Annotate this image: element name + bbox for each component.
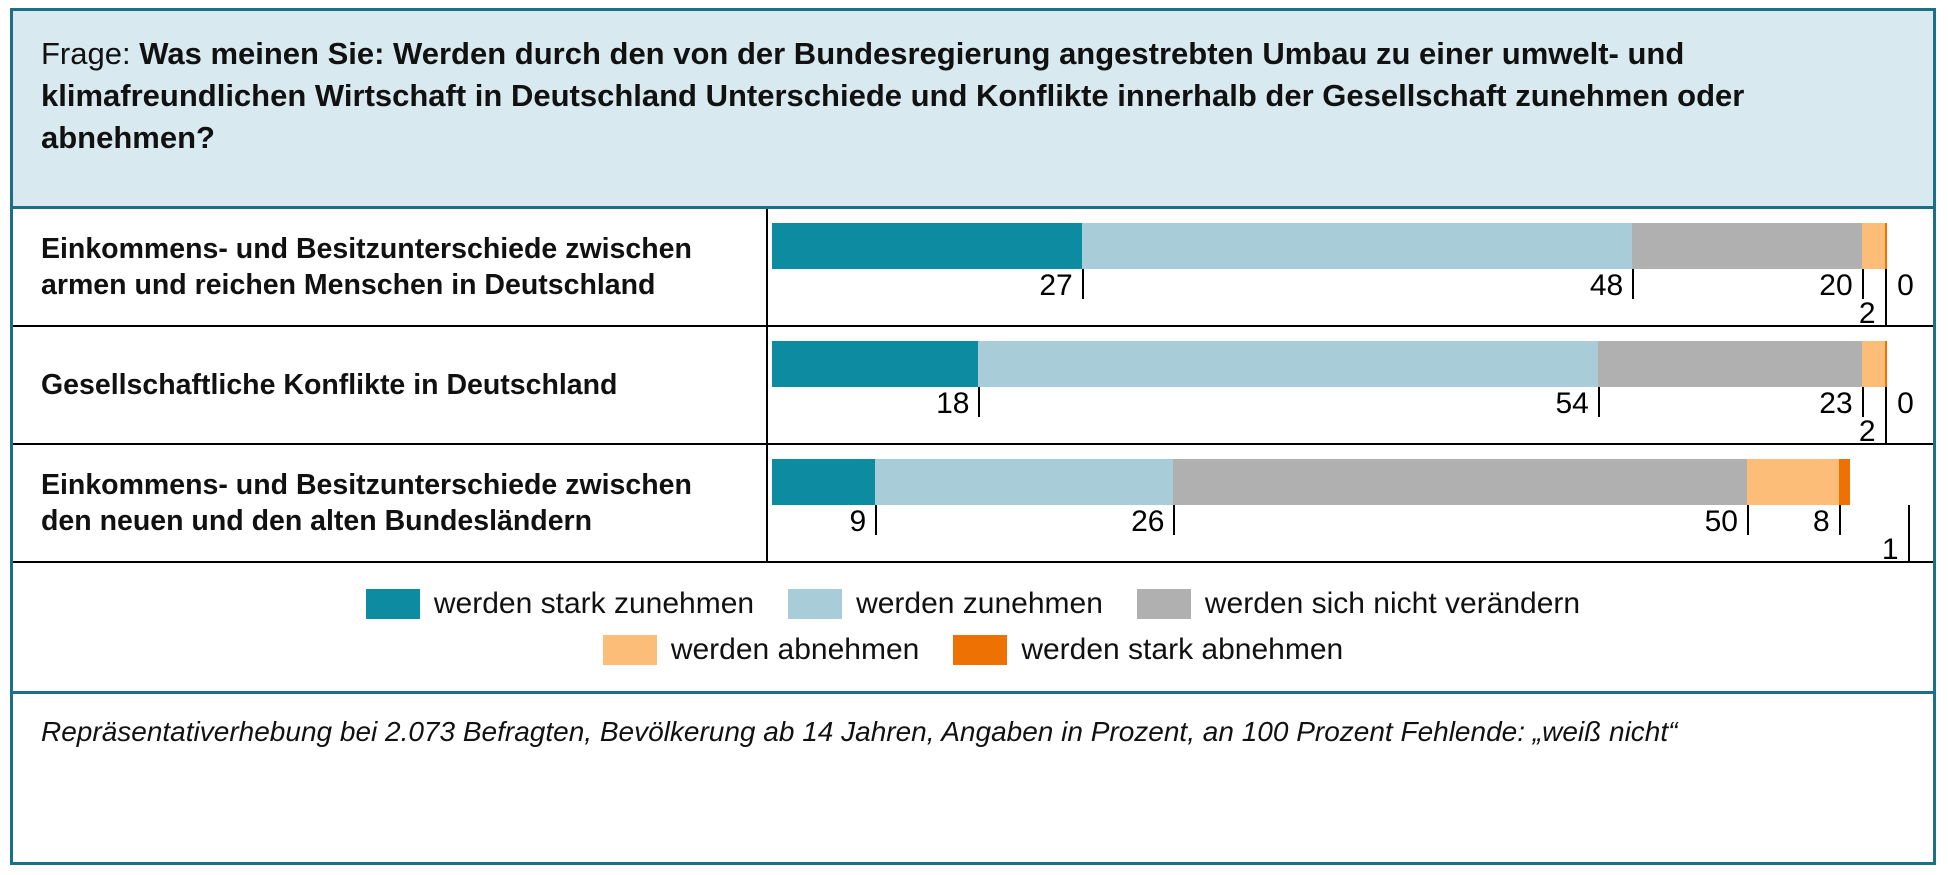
row-bar-area: [768, 209, 1933, 330]
table-row: [13, 445, 1933, 566]
chart-legend: [13, 563, 1933, 694]
legend-label: werden stark abnehmen: [1021, 633, 1344, 666]
value-label-nicht-veraendern: 20: [1819, 269, 1853, 302]
value-label-stark-abnehmen: 0: [1897, 387, 1914, 420]
bar-segment-nicht-veraendern: [1632, 223, 1861, 269]
value-label-stark-zunehmen: 18: [936, 387, 970, 420]
table-row: [13, 209, 1933, 330]
value-label-abnehmen: 2: [1858, 297, 1876, 330]
row-label-line2: armen und reichen Menschen in Deutschland: [41, 269, 656, 301]
table-row: [13, 327, 1933, 448]
row-value-labels: [772, 387, 1919, 448]
bar-segment-stark-abnehmen: [1839, 459, 1850, 505]
row-label-line1: Gesellschaftliche Konflikte in Deutschland: [41, 368, 618, 401]
legend-label: werden stark zunehmen: [433, 587, 755, 620]
bar-segment-abnehmen: [1747, 459, 1839, 505]
row-label: [13, 445, 768, 561]
chart-footnote: Repräsentativerhebung bei 2.073 Befragten, Bevölkerung ab 14 Jahren, Angaben in Prozent, an 100 Prozent Fehlende: „weiß nicht“: [41, 716, 1678, 747]
value-label-stark-zunehmen: 27: [1039, 269, 1073, 302]
bar-segment-zunehmen: [1082, 223, 1633, 269]
row-label: [13, 209, 768, 325]
bar-segment-nicht-veraendern: [1173, 459, 1747, 505]
legend-swatch-icon: [366, 589, 420, 619]
legend-swatch-icon: [953, 635, 1007, 665]
bar-segment-nicht-veraendern: [1598, 341, 1862, 387]
row-value-labels: [772, 269, 1919, 330]
question-body: Was meinen Sie: Werden durch den von der Bundesregierung angestrebten Umbau zu einer umwelt- und klimafreundlichen Wirtschaft in Deutschland Unterschiede und Konflikte innerhalb der Gesellschaft zunehmen oder abnehmen?: [41, 36, 1745, 155]
legend-label: werden zunehmen: [856, 587, 1103, 620]
legend-item-stark-abnehmen: [953, 633, 1343, 667]
legend-swatch-icon: [788, 589, 842, 619]
row-bar-area: [768, 445, 1933, 566]
legend-label: werden abnehmen: [670, 633, 920, 666]
row-label-line1: Einkommens- und Besitzunterschiede zwischen: [41, 468, 692, 501]
value-label-nicht-veraendern: 50: [1704, 505, 1738, 538]
value-label-zunehmen: 54: [1555, 387, 1589, 420]
legend-label: werden sich nicht verändern: [1204, 587, 1581, 620]
bar-segment-stark-zunehmen: [772, 223, 1082, 269]
legend-item-abnehmen: [603, 633, 920, 667]
legend-item-stark-zunehmen: [366, 587, 754, 621]
bar-segment-zunehmen: [875, 459, 1173, 505]
row-label: [13, 327, 768, 443]
row-label-line1: Einkommens- und Besitzunterschiede zwischen: [41, 232, 692, 265]
legend-item-zunehmen: [788, 587, 1103, 621]
legend-swatch-icon: [1137, 589, 1191, 619]
bar-segment-zunehmen: [978, 341, 1597, 387]
bar-segment-abnehmen: [1862, 341, 1885, 387]
legend-item-nicht-veraendern: [1137, 587, 1580, 621]
bar-segment-stark-zunehmen: [772, 341, 978, 387]
legend-row-1: [13, 587, 1933, 621]
bar-segment-stark-abnehmen: [1885, 341, 1888, 387]
legend-row-2: [13, 633, 1933, 667]
question-text: [41, 33, 1905, 159]
value-label-zunehmen: 48: [1589, 269, 1624, 302]
value-label-abnehmen: 8: [1813, 505, 1830, 538]
question-label: Frage:: [41, 36, 131, 71]
legend-swatch-icon: [603, 635, 657, 665]
chart-rows: [13, 209, 1933, 566]
chart-figure: [10, 8, 1936, 865]
bar-segment-stark-zunehmen: [772, 459, 875, 505]
value-label-stark-abnehmen: 1: [1881, 533, 1899, 566]
value-label-zunehmen: 26: [1131, 505, 1165, 538]
row-label-line2: den neuen und den alten Bundesländern: [41, 505, 593, 537]
stacked-bar: [772, 459, 1919, 505]
row-value-labels: [772, 505, 1919, 566]
value-label-abnehmen: 2: [1858, 415, 1876, 448]
value-label-stark-abnehmen: 0: [1897, 269, 1914, 302]
bar-segment-stark-abnehmen: [1885, 223, 1888, 269]
stacked-bar: [772, 223, 1919, 269]
question-band: [13, 11, 1933, 209]
value-label-nicht-veraendern: 23: [1819, 387, 1853, 420]
stacked-bar: [772, 341, 1919, 387]
bar-segment-abnehmen: [1862, 223, 1885, 269]
row-bar-area: [768, 327, 1933, 448]
value-label-stark-zunehmen: 9: [849, 505, 867, 538]
